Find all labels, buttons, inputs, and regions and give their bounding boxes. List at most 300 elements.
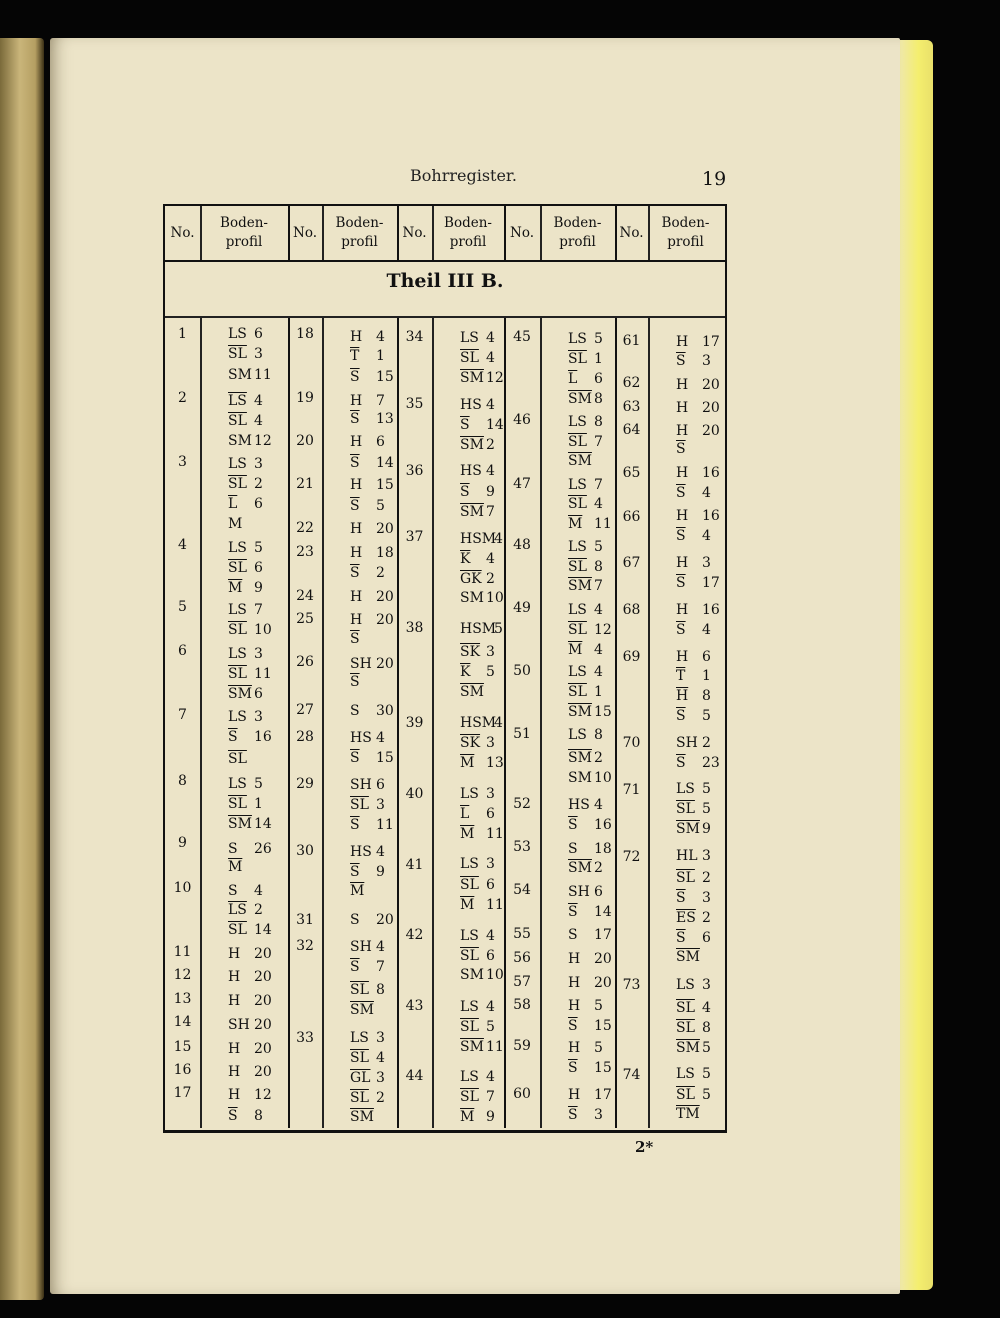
soil-thickness: 6 [594,371,603,387]
soil-code: LS [568,664,587,680]
soil-code: SM [460,590,484,606]
soil-thickness: 4 [702,528,711,544]
soil-thickness: 5 [702,781,711,797]
bore-number: 58 [513,997,531,1013]
bore-number: 68 [622,602,641,618]
soil-thickness: 4 [702,485,711,501]
soil-thickness: 16 [702,465,720,481]
column-rule [615,318,617,1128]
soil-code: $\overline{SK}$ [460,735,481,751]
soil-code: $\overline{M}$ [228,580,243,596]
soil-thickness: 5 [702,1040,711,1056]
soil-code: H [350,477,363,493]
soil-thickness: 4 [702,622,711,638]
soil-code: H [568,1040,581,1056]
soil-code: $\overline{SL}$ [350,797,369,813]
soil-code: $\overline{SL}$ [228,346,247,362]
soil-thickness: 16 [702,508,720,524]
bore-number: 30 [296,843,314,859]
soil-thickness: 20 [594,951,612,967]
bore-number: 45 [513,329,531,345]
bore-number: 40 [405,786,424,802]
bore-number: 26 [296,654,314,670]
signature-mark: 2* [635,1138,654,1156]
bore-number: 5 [178,599,187,615]
soil-thickness: 2 [702,910,711,926]
soil-code: H [676,400,689,416]
soil-thickness: 7 [254,602,263,618]
soil-code: $\overline{S}$ [350,565,360,581]
bore-number: 42 [405,927,424,943]
soil-code: $\overline{S}$ [350,817,360,833]
soil-code: SH [350,939,372,955]
soil-code: $\overline{SL}$ [460,877,479,893]
soil-code: $\overline{S}$ [676,890,686,906]
soil-thickness: 20 [376,521,394,537]
soil-thickness: 2 [486,437,495,453]
header-bodenprofil: Boden- profil [553,215,602,250]
soil-code: $\overline{SM}$ [460,1039,484,1055]
soil-thickness: 9 [254,580,263,596]
soil-thickness: 23 [702,755,720,771]
soil-code: $\overline{S}$ [350,455,360,471]
bore-number: 69 [622,649,641,665]
soil-code: SM [568,770,592,786]
soil-code: LS [460,856,479,872]
soil-thickness: 5 [254,776,263,792]
soil-code: SH [676,735,698,751]
soil-thickness: 2 [254,476,263,492]
soil-thickness: 20 [376,656,394,672]
soil-code: $\overline{L}$ [228,496,238,512]
soil-thickness: 14 [254,922,272,938]
header-no: No. [402,224,427,241]
soil-thickness: 15 [594,1018,612,1034]
soil-thickness: 6 [254,326,263,342]
column-rule [200,206,202,260]
soil-thickness: 20 [254,1041,272,1057]
soil-code: $\overline{S}$ [350,674,360,690]
soil-thickness: 15 [376,477,394,493]
soil-code: HSM [460,715,497,731]
soil-code: LS [228,776,247,792]
bore-number: 73 [622,977,641,993]
soil-thickness: 10 [486,967,504,983]
soil-code: HS [460,397,482,413]
soil-code: $\overline{K}$ [460,664,471,680]
soil-thickness: 5 [376,498,385,514]
soil-code: $\overline{SL}$ [228,560,247,576]
soil-code: H [228,993,241,1009]
soil-thickness: 3 [486,856,495,872]
soil-thickness: 7 [376,959,385,975]
bore-number: 66 [622,509,641,525]
soil-thickness: 4 [254,883,263,899]
soil-code: $\overline{S}$ [676,528,686,544]
soil-code: LS [228,602,247,618]
header-bodenprofil: Boden- profil [444,215,492,250]
soil-thickness: 5 [702,1066,711,1082]
header-bodenprofil: Boden- profil [661,215,710,250]
soil-code: LS [350,1030,369,1046]
soil-thickness: 6 [254,496,263,512]
column-rule [504,206,506,260]
bore-number: 59 [513,1038,531,1054]
soil-code: LS [228,709,247,725]
bore-number: 32 [296,938,314,954]
soil-code: H [676,508,689,524]
soil-code: $\overline{TM}$ [676,1106,700,1122]
bore-number: 31 [296,912,314,928]
soil-thickness: 20 [376,912,394,928]
bore-number: 2 [178,390,187,406]
soil-thickness: 16 [594,817,612,833]
soil-thickness: 5 [486,1019,495,1035]
soil-code: $\overline{S}$ [350,959,360,975]
soil-code: $\overline{GK}$ [460,571,482,587]
soil-code: $\overline{SL}$ [676,1087,695,1103]
bore-number: 24 [296,588,314,604]
soil-thickness: 15 [594,704,612,720]
bore-number: 51 [513,726,531,742]
soil-code: M [228,516,243,532]
soil-code: H [350,521,363,537]
soil-thickness: 3 [486,735,495,751]
soil-code: H [350,329,363,345]
soil-thickness: 5 [702,1087,711,1103]
soil-thickness: 2 [254,902,263,918]
soil-thickness: 20 [254,969,272,985]
soil-thickness: 5 [594,539,603,555]
soil-thickness: 30 [376,703,394,719]
column-rule [540,206,542,260]
soil-thickness: 8 [594,559,603,575]
soil-code: $\overline{SL}$ [676,1020,695,1036]
soil-thickness: 6 [376,777,385,793]
soil-thickness: 15 [376,369,394,385]
soil-code: $\overline{SM}$ [460,437,484,453]
soil-code: S [350,912,360,928]
soil-code: H [228,1064,241,1080]
bore-number: 35 [405,396,424,412]
soil-code: SM [460,967,484,983]
soil-thickness: 3 [254,646,263,662]
soil-thickness: 4 [486,463,495,479]
soil-thickness: 4 [254,393,263,409]
soil-code: $\overline{SL}$ [676,1000,695,1016]
soil-code: HS [460,463,482,479]
soil-code: SM [228,433,252,449]
bore-number: 33 [296,1030,314,1046]
bore-number: 72 [622,849,641,865]
soil-code: $\overline{SM}$ [568,704,592,720]
soil-thickness: 4 [486,928,495,944]
soil-thickness: 6 [486,806,495,822]
soil-thickness: 4 [486,551,495,567]
bore-number: 53 [513,839,531,855]
bore-number: 10 [173,880,192,896]
soil-code: $\overline{S}$ [460,417,470,433]
soil-code: LS [460,928,479,944]
bore-number: 34 [405,329,424,345]
soil-thickness: 20 [376,612,394,628]
soil-thickness: 17 [702,334,720,350]
soil-code: SM [228,367,252,383]
soil-code: SH [350,656,372,672]
soil-thickness: 4 [486,330,495,346]
soil-code: S [228,883,238,899]
header-bodenprofil: Boden- profil [335,215,384,250]
soil-code: $\overline{SL}$ [228,751,247,767]
soil-thickness: 4 [594,496,603,512]
bore-number: 41 [405,857,424,873]
bore-number: 67 [622,555,641,571]
soil-code: $\overline{SL}$ [568,684,587,700]
soil-thickness: 26 [254,841,272,857]
soil-code: H [228,969,241,985]
soil-thickness: 5 [702,708,711,724]
soil-thickness: 4 [376,939,385,955]
soil-thickness: 17 [594,1087,612,1103]
soil-code: LS [568,602,587,618]
soil-code: $\overline{SL}$ [350,1090,369,1106]
soil-thickness: 7 [486,1089,495,1105]
bore-number: 18 [296,326,314,342]
soil-code: $\overline{SM}$ [568,391,592,407]
soil-code: $\overline{SM}$ [350,1002,374,1018]
soil-thickness: 11 [254,367,272,383]
soil-code: $\overline{S}$ [676,353,686,369]
soil-code: $\overline{SL}$ [568,351,587,367]
soil-thickness: 1 [594,684,603,700]
soil-code: H [676,334,689,350]
soil-thickness: 20 [702,377,720,393]
soil-thickness: 4 [594,664,603,680]
soil-code: $\overline{SM}$ [228,816,252,832]
soil-thickness: 7 [594,434,603,450]
soil-code: $\overline{S}$ [568,1107,578,1123]
soil-thickness: 20 [594,975,612,991]
soil-code: H [228,1087,241,1103]
bore-number: 6 [178,643,187,659]
soil-thickness: 4 [594,602,603,618]
soil-thickness: 4 [702,1000,711,1016]
soil-thickness: 13 [376,411,394,427]
header-no: No. [510,224,534,241]
soil-code: $\overline{SM}$ [460,504,484,520]
bore-number: 71 [622,782,641,798]
bore-number: 48 [513,537,531,553]
soil-thickness: 6 [486,877,495,893]
soil-thickness: 14 [594,904,612,920]
soil-code: $\overline{M}$ [568,642,583,658]
bore-number: 11 [173,944,192,960]
bore-register-table [163,204,727,1133]
bore-number: 61 [622,333,641,349]
soil-code: $\overline{GL}$ [350,1070,371,1086]
bore-number: 19 [296,390,314,406]
bore-number: 56 [513,950,531,966]
soil-code: $\overline{SM}$ [676,1040,700,1056]
soil-code: $\overline{S}$ [228,1108,238,1124]
soil-thickness: 8 [594,727,603,743]
soil-code: $\overline{SL}$ [460,1089,479,1105]
soil-code: $\overline{M}$ [350,883,365,899]
header-no: No. [170,224,195,241]
soil-code: $\overline{S}$ [568,1060,578,1076]
soil-code: $\overline{S}$ [350,498,360,514]
bore-number: 39 [405,715,424,731]
soil-thickness: 2 [486,571,495,587]
soil-thickness: 8 [702,1020,711,1036]
column-rule [432,318,434,1128]
soil-code: LS [228,456,247,472]
soil-thickness: 12 [594,622,612,638]
soil-code: LS [568,539,587,555]
soil-code: $\overline{SL}$ [568,496,587,512]
soil-thickness: 6 [254,560,263,576]
soil-thickness: 6 [702,930,711,946]
soil-code: $\overline{SM}$ [568,453,592,469]
soil-code: $\overline{SL}$ [228,476,247,492]
soil-thickness: 2 [376,565,385,581]
bore-number: 12 [173,967,192,983]
soil-code: $\overline{SL}$ [676,801,695,817]
soil-thickness: 11 [254,666,272,682]
header-no: No. [619,224,644,241]
bore-number: 46 [513,412,531,428]
soil-code: HS [350,844,372,860]
bore-number: 38 [405,620,424,636]
soil-code: H [676,465,689,481]
soil-thickness: 4 [376,730,385,746]
soil-code: $\overline{SM}$ [350,1109,374,1125]
soil-code: S [568,927,578,943]
bore-number: 54 [513,882,531,898]
soil-code: $\overline{M}$ [460,826,475,842]
soil-thickness: 10 [594,770,612,786]
soil-code: $\overline{S}$ [568,1018,578,1034]
soil-code: $\overline{M}$ [568,516,583,532]
bore-number: 49 [513,600,531,616]
column-rule [648,206,650,260]
soil-code: $\overline{LS}$ [228,393,247,409]
soil-code: HSM [460,621,497,637]
soil-code: LS [460,999,479,1015]
soil-code: $\overline{S}$ [676,441,686,457]
soil-code: H [228,946,241,962]
soil-code: H [568,975,581,991]
soil-code: H [676,602,689,618]
header-no: No. [293,224,317,241]
soil-thickness: 4 [376,1050,385,1066]
header-bodenprofil: Boden- profil [220,215,268,250]
soil-code: $\overline{S}$ [350,750,360,766]
bore-number: 8 [178,773,187,789]
soil-thickness: 3 [254,346,263,362]
soil-thickness: 16 [702,602,720,618]
soil-thickness: 3 [594,1107,603,1123]
soil-thickness: 9 [486,484,495,500]
page-number: 19 [702,168,727,190]
soil-code: $\overline{SL}$ [460,948,479,964]
soil-thickness: 3 [702,353,711,369]
soil-code: $\overline{SL}$ [460,1019,479,1035]
soil-thickness: 12 [486,370,504,386]
soil-thickness: 17 [594,927,612,943]
bore-number: 20 [296,433,314,449]
soil-thickness: 5 [254,540,263,556]
soil-thickness: 18 [376,545,394,561]
soil-code: LS [676,1066,695,1082]
soil-code: $\overline{SL}$ [568,559,587,575]
section-divider [165,316,725,318]
bore-number: 4 [178,537,187,553]
soil-thickness: 3 [702,977,711,993]
soil-thickness: 8 [376,982,385,998]
soil-thickness: 7 [594,578,603,594]
soil-code: H [676,377,689,393]
soil-code: HS [568,797,590,813]
column-rule [540,318,542,1128]
soil-thickness: 13 [486,755,504,771]
bore-number: 62 [622,375,641,391]
soil-code: $\overline{SM}$ [228,686,252,702]
soil-thickness: 14 [376,455,394,471]
bore-number: 43 [405,998,424,1014]
soil-code: HL [676,848,698,864]
soil-thickness: 4 [594,642,603,658]
soil-thickness: 1 [376,348,385,364]
bore-number: 65 [622,465,641,481]
soil-code: S [350,703,360,719]
soil-thickness: 3 [702,848,711,864]
soil-thickness: 8 [254,1108,263,1124]
soil-thickness: 10 [254,622,272,638]
soil-thickness: 1 [702,668,711,684]
soil-code: $\overline{L}$ [568,371,578,387]
soil-thickness: 3 [254,456,263,472]
soil-code: $\overline{S}$ [568,904,578,920]
column-rule [432,206,434,260]
soil-thickness: 4 [494,531,503,547]
bore-number: 64 [622,422,641,438]
soil-thickness: 18 [594,841,612,857]
soil-code: $\overline{S}$ [350,864,360,880]
soil-thickness: 2 [702,870,711,886]
bore-number: 15 [173,1039,192,1055]
soil-code: H [568,1087,581,1103]
soil-code: $\overline{S}$ [228,729,238,745]
soil-thickness: 17 [702,575,720,591]
soil-thickness: 4 [486,1069,495,1085]
soil-thickness: 4 [486,350,495,366]
soil-code: $\overline{S}$ [676,622,686,638]
soil-code: $\overline{M}$ [460,1109,475,1125]
soil-code: S [568,841,578,857]
soil-code: H [350,589,363,605]
soil-code: H [350,545,363,561]
soil-thickness: 8 [594,391,603,407]
soil-code: $\overline{LS}$ [228,902,247,918]
soil-code: $\overline{S}$ [350,369,360,385]
soil-code: $\overline{SM}$ [676,821,700,837]
column-rule [615,206,617,260]
soil-code: $\overline{ES}$ [676,910,696,926]
soil-thickness: 12 [254,433,272,449]
soil-code: HS [350,730,372,746]
soil-code: $\overline{S}$ [350,631,360,647]
